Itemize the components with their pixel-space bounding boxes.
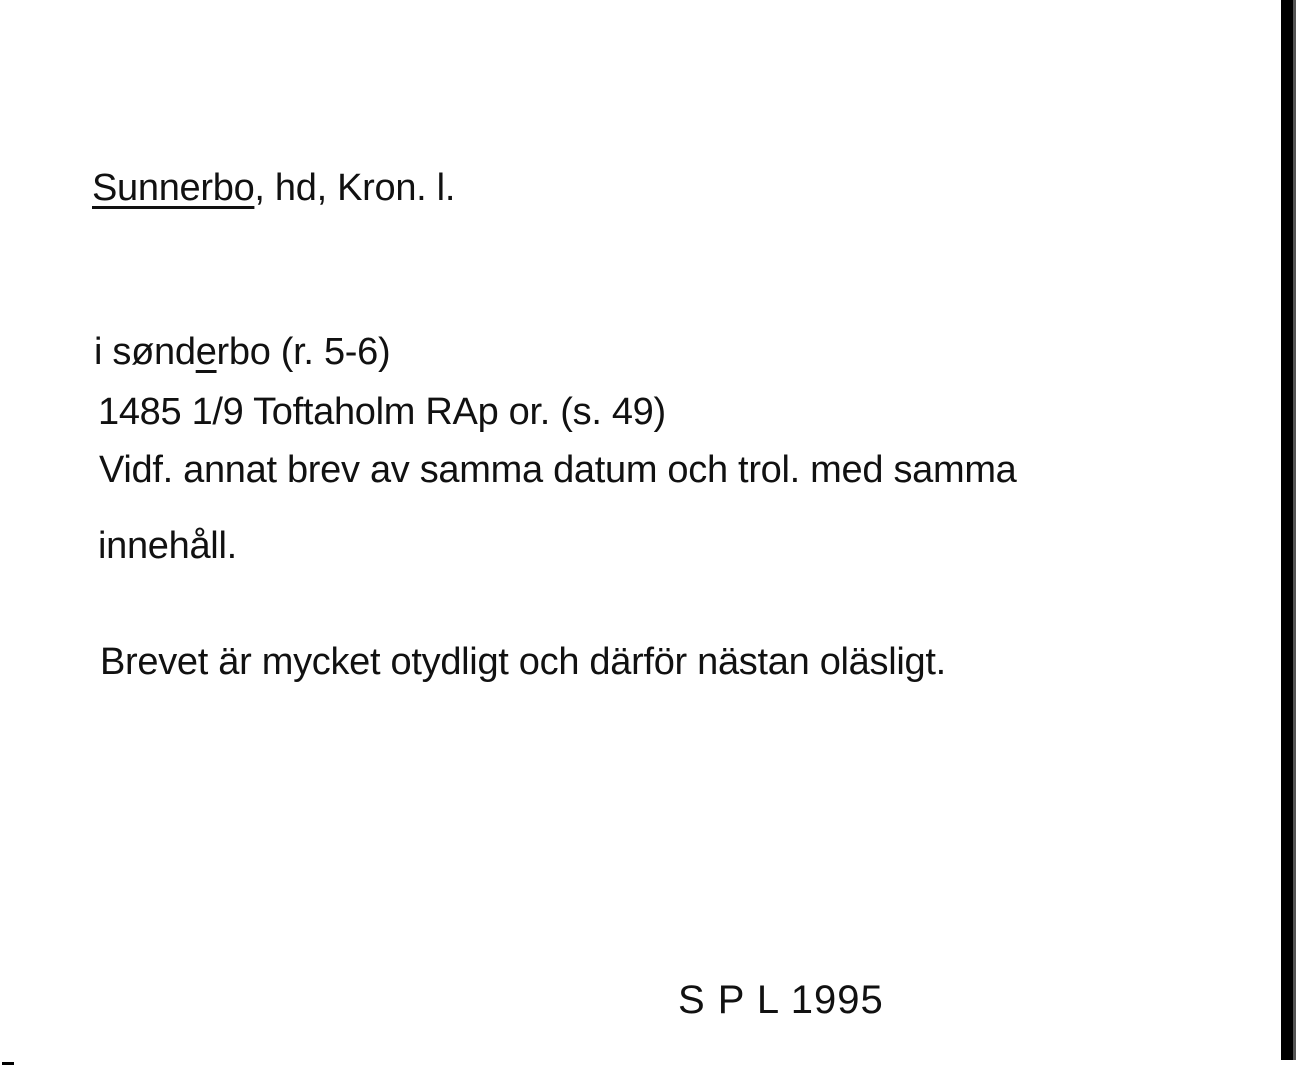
source-reference: 1485 1/9 Toftaholm RAp or. (s. 49) [98,391,666,433]
historical-form-suffix: rbo (r. 5-6) [216,331,391,373]
note-line-2: innehåll. [98,525,237,567]
historical-form-prefix: i sønd [94,331,196,373]
remark: Brevet är mycket otydligt och därför nästan oläsligt. [100,641,946,683]
corner-mark [2,1062,14,1065]
place-name: Sunnerbo [92,167,255,209]
note-line-1: Vidf. annat brev av samma datum och trol. med samma [99,449,1017,491]
place-heading [92,166,455,210]
place-details: , hd, Kron. l. [254,167,456,209]
card-edge-border [1281,0,1293,1060]
card-edge-shadow [1293,0,1296,1060]
signature: S P L 1995 [678,978,884,1022]
historical-form [94,330,390,374]
historical-form-marked-letter: e [195,331,217,373]
